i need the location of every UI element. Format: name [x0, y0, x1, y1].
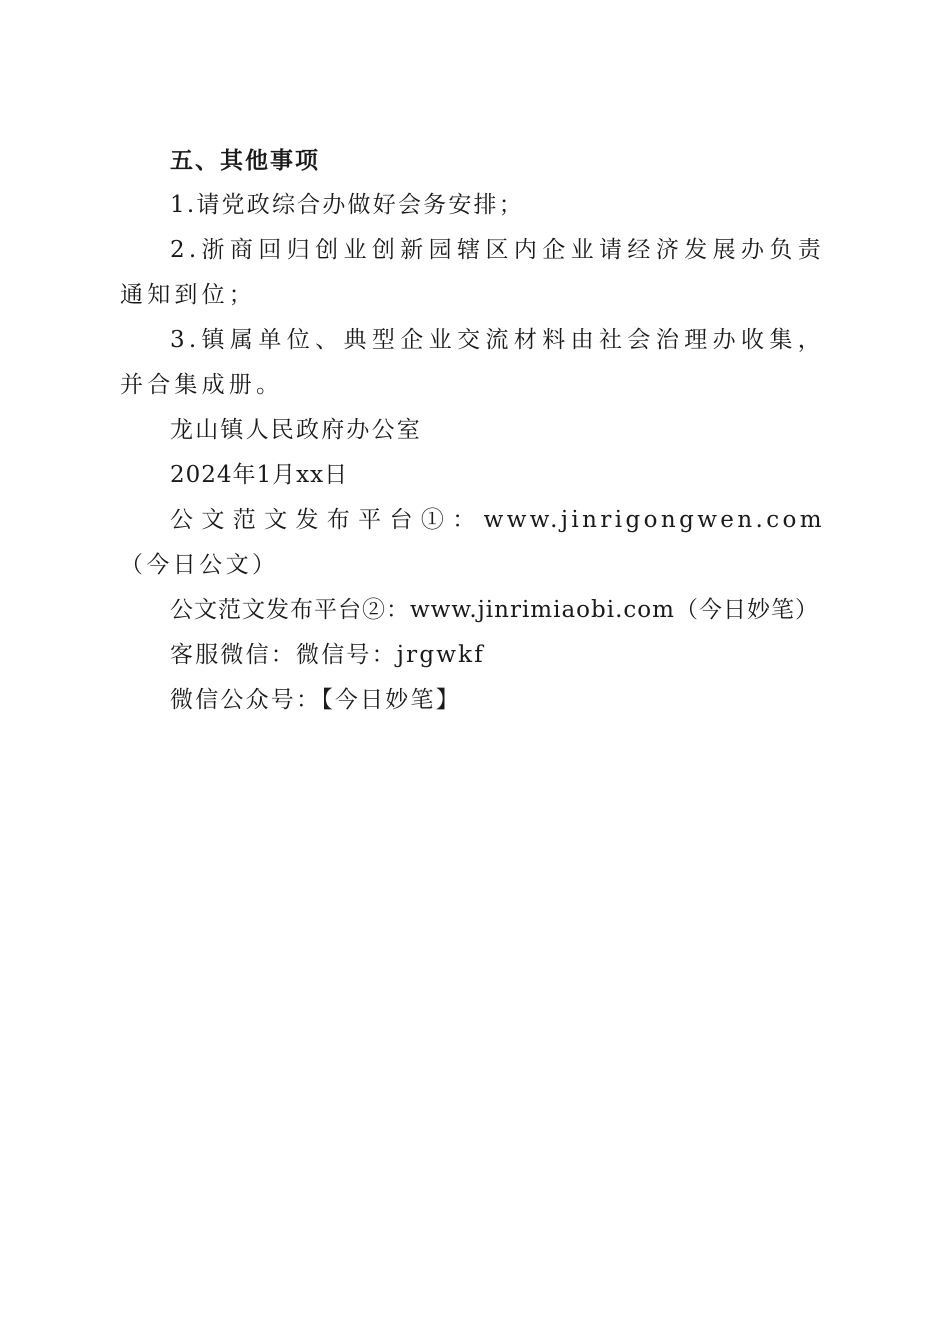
- footer-official-account: 微信公众号：【今日妙笔】: [170, 687, 461, 713]
- list-item-2: 2.浙商回归创业创新园辖区内企业请经济发展办负责通知到位；: [120, 237, 825, 308]
- footer-platform-2: 公文范文发布平台②：www.jinrimiaobi.com（今日妙笔）: [170, 597, 819, 623]
- document-body: [120, 138, 825, 723]
- footer-customer-service: 客服微信：微信号：jrgwkf: [170, 642, 485, 668]
- footer-platform-1: 公文范文发布平台①：www.jinrigongwen.com（今日公文）: [120, 507, 825, 578]
- signature-org: 龙山镇人民政府办公室: [170, 417, 422, 443]
- list-item-3: 3.镇属单位、典型企业交流材料由社会治理办收集，并合集成册。: [120, 327, 825, 398]
- list-item-1: 1.请党政综合办做好会务安排；: [170, 192, 524, 218]
- section-heading: 五、其他事项: [170, 147, 320, 174]
- signature-date: 2024年1月xx日: [170, 462, 349, 488]
